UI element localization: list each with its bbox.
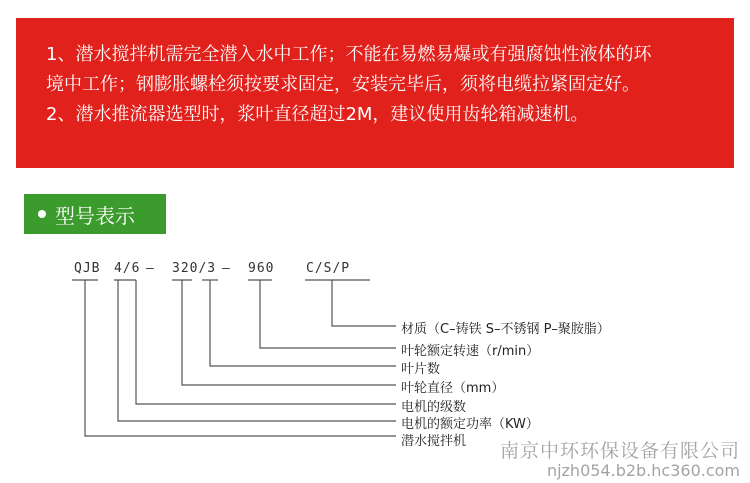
notice-line-1: 1、潜水搅拌机需完全潜入水中工作；不能在易燃易爆或有强腐蚀性液体的环: [46, 44, 652, 65]
desc-diameter: 叶轮直径（mm）: [401, 381, 505, 396]
code-qjb: QJB: [74, 261, 101, 276]
section-title: 型号表示: [55, 203, 135, 228]
code-dash-1: —: [146, 261, 155, 276]
desc-power: 电机的额定功率（KW）: [401, 417, 539, 432]
leader-material: [332, 280, 396, 326]
code-material: C/S/P: [306, 261, 351, 276]
desc-material: 材质（C–铸铁 S–不锈钢 P–聚胺脂）: [401, 322, 610, 337]
code-diameter-blades: 320/3: [172, 261, 217, 276]
notice-line-2: 境中工作；钢膨胀螺栓须按要求固定，安装完毕后，须将电缆拉紧固定好。: [46, 74, 640, 95]
code-power: 4/6: [114, 261, 141, 276]
desc-speed: 叶轮额定转速（r/min）: [401, 344, 540, 359]
code-dash-2: —: [222, 261, 231, 276]
leader-power: [118, 280, 396, 421]
leader-diameter: [182, 280, 396, 385]
desc-mixer: 潜水搅拌机: [401, 434, 467, 449]
notice-line-3: 2、潜水推流器选型时，浆叶直径超过2M，建议使用齿轮箱减速机。: [46, 104, 589, 125]
leader-qjb: [85, 280, 396, 436]
watermark-site: njzh054.b2b.hc360.com: [546, 461, 740, 480]
desc-blade-count: 叶片数: [401, 362, 441, 377]
leader-speed: [260, 280, 396, 348]
code-speed: 960: [248, 261, 275, 276]
desc-poles: 电机的级数: [401, 400, 467, 415]
watermark-company: 南京中环环保设备有限公司: [499, 440, 740, 462]
leader-blades: [210, 280, 396, 366]
